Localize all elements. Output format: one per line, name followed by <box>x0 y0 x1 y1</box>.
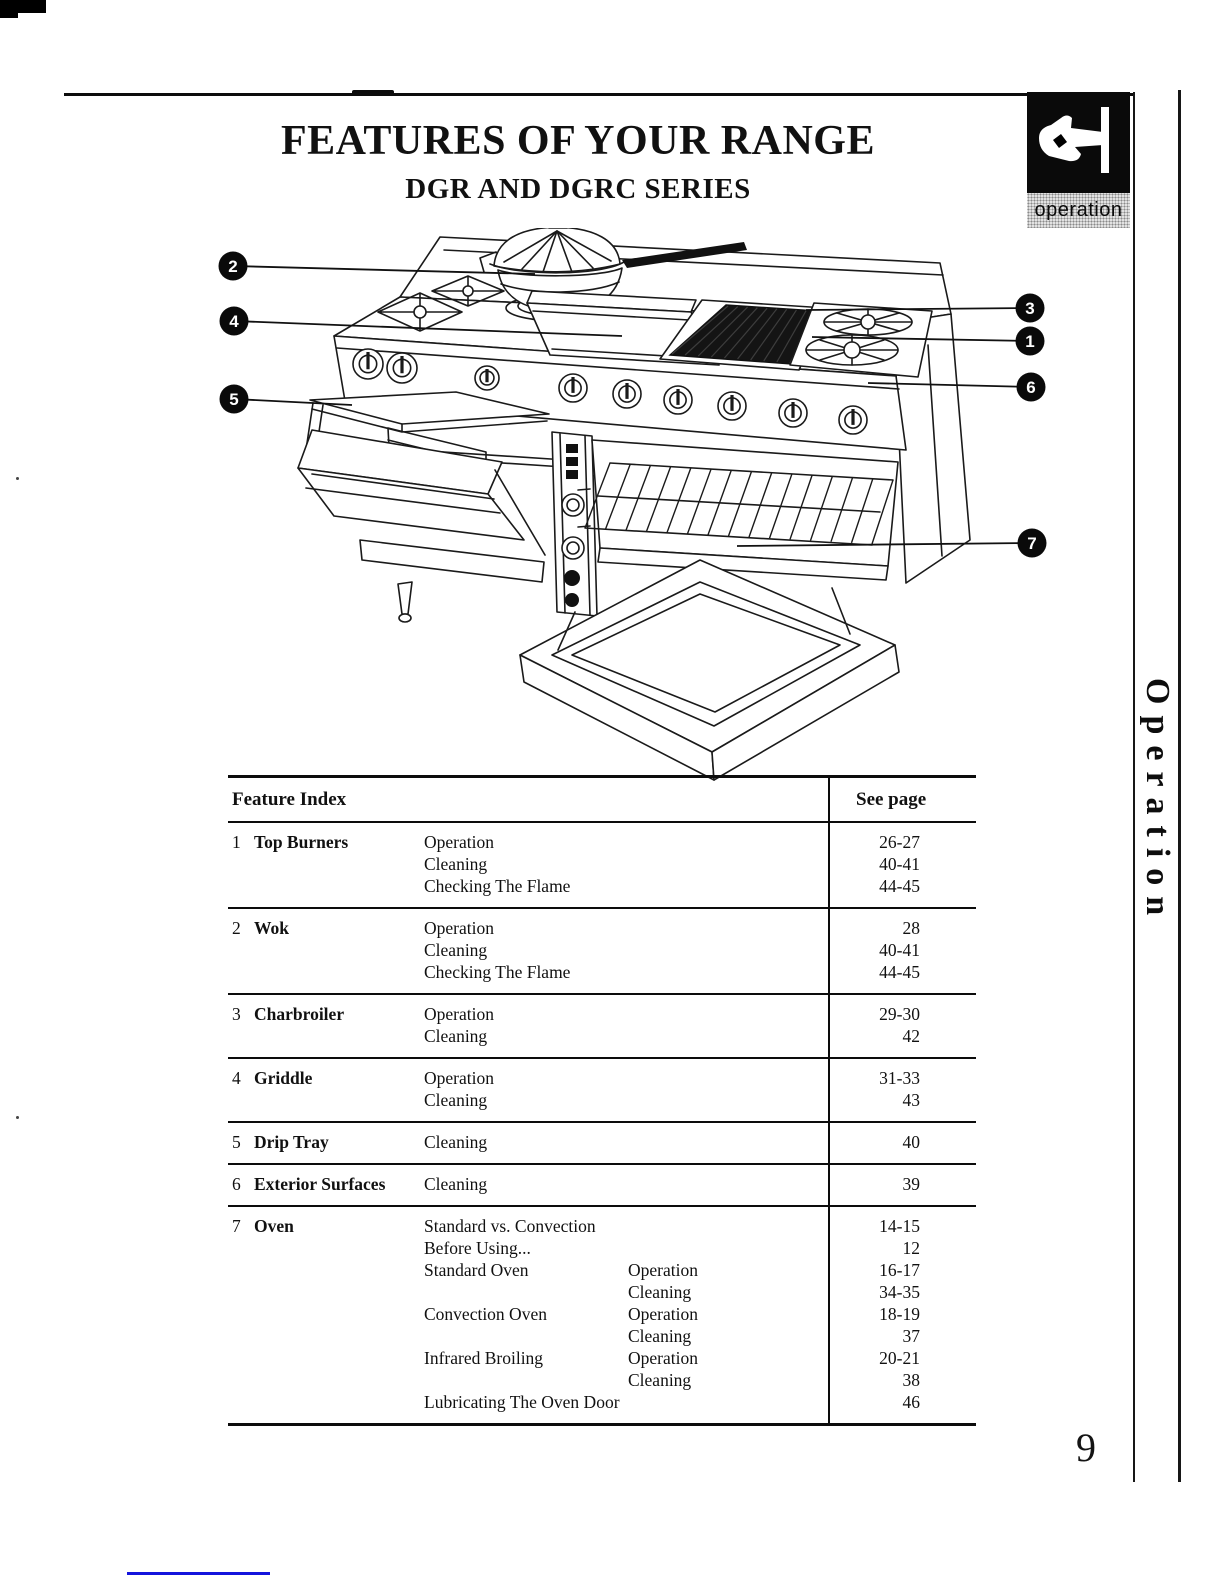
feature-name <box>254 1391 424 1413</box>
page-title: FEATURES OF YOUR RANGE <box>281 118 875 164</box>
control-knob <box>664 386 692 414</box>
action-label <box>424 1325 628 1347</box>
action-label: Cleaning <box>424 1174 488 1194</box>
callout-number: 4 <box>229 312 239 331</box>
feature-name <box>254 1089 424 1111</box>
feature-number <box>228 1025 254 1047</box>
subaction-label <box>628 917 828 939</box>
action-label: Operation <box>424 1004 494 1024</box>
feature-line <box>228 961 976 983</box>
page-header <box>238 118 918 206</box>
feature-number: 7 <box>232 1216 241 1236</box>
page-ref: 37 <box>902 1326 920 1346</box>
feature-number: 4 <box>232 1068 241 1088</box>
right-border-inner <box>1133 92 1135 1482</box>
feature-number <box>228 1391 254 1413</box>
action-label: Before Using... <box>424 1238 531 1258</box>
feature-name: Wok <box>254 918 290 938</box>
page-ref: 28 <box>902 918 920 938</box>
feature-name <box>254 1259 424 1281</box>
feature-line <box>228 831 976 853</box>
action-label: Cleaning <box>424 1026 488 1046</box>
feature-name <box>254 1347 424 1369</box>
feature-line <box>228 1259 976 1281</box>
action-label: Checking The Flame <box>424 962 571 982</box>
feature-row <box>228 907 976 993</box>
callout-number: 2 <box>228 257 238 276</box>
action-label: Operation <box>424 1068 494 1088</box>
feature-name <box>254 1025 424 1047</box>
chapter-margin-label: Operation <box>1139 678 1176 927</box>
feature-number: 5 <box>232 1132 241 1152</box>
feature-name <box>254 875 424 897</box>
feature-line <box>228 1303 976 1325</box>
feature-name: Griddle <box>254 1068 313 1088</box>
feature-line <box>228 1325 976 1347</box>
subaction-label <box>628 1237 828 1259</box>
action-label: Cleaning <box>424 940 488 960</box>
subaction-label <box>628 831 828 853</box>
action-label: Cleaning <box>424 854 488 874</box>
feature-line <box>228 1131 976 1153</box>
page-ref: 18-19 <box>879 1304 920 1324</box>
page-ref: 44-45 <box>879 962 920 982</box>
subaction-label: Cleaning <box>628 1370 692 1390</box>
feature-line <box>228 1215 976 1237</box>
page-ref: 40-41 <box>879 854 920 874</box>
feature-row <box>228 993 976 1057</box>
page-ref: 31-33 <box>879 1068 920 1088</box>
subaction-label <box>628 961 828 983</box>
page-ref: 14-15 <box>879 1216 920 1236</box>
callout-number: 5 <box>229 390 239 409</box>
feature-name: Drip Tray <box>254 1132 329 1152</box>
feature-number: 1 <box>232 832 241 852</box>
action-label: Infrared Broiling <box>424 1348 544 1368</box>
feature-number <box>228 853 254 875</box>
feature-line <box>228 1237 976 1259</box>
page-ref: 20-21 <box>879 1348 920 1368</box>
subaction-label <box>628 1089 828 1111</box>
feature-number <box>228 1089 254 1111</box>
scan-artifact <box>0 0 46 13</box>
page-ref: 44-45 <box>879 876 920 896</box>
drip-tray <box>298 392 549 622</box>
feature-line <box>228 1391 976 1413</box>
page-ref: 43 <box>902 1090 920 1110</box>
callout-number: 7 <box>1027 534 1037 553</box>
feature-name: Charbroiler <box>254 1004 345 1024</box>
action-label: Standard vs. Convection <box>424 1216 596 1236</box>
feature-line <box>228 853 976 875</box>
scan-artifact <box>16 1116 19 1119</box>
feature-row <box>228 1121 976 1163</box>
feature-number <box>228 875 254 897</box>
feature-name <box>254 1325 424 1347</box>
feature-line <box>228 1173 976 1195</box>
control-knob <box>475 366 499 390</box>
control-knob <box>387 353 417 383</box>
feature-name <box>254 1281 424 1303</box>
page-ref: 40-41 <box>879 940 920 960</box>
page-ref: 42 <box>902 1026 920 1046</box>
action-label: Operation <box>424 832 494 852</box>
subaction-label: Operation <box>628 1304 698 1324</box>
feature-number <box>228 1325 254 1347</box>
page-ref: 40 <box>902 1132 920 1152</box>
scan-artifact <box>352 90 394 96</box>
feature-row <box>228 1163 976 1205</box>
action-label: Convection Oven <box>424 1304 547 1324</box>
table-header-feature: Feature Index <box>232 789 347 810</box>
feature-row <box>228 1057 976 1121</box>
feature-line <box>228 1347 976 1369</box>
subaction-label: Cleaning <box>628 1326 692 1346</box>
subaction-label <box>628 1131 828 1153</box>
callout-number: 3 <box>1025 299 1035 318</box>
subaction-label <box>628 875 828 897</box>
feature-number <box>228 1259 254 1281</box>
action-label: Checking The Flame <box>424 876 571 896</box>
page-ref: 12 <box>902 1238 920 1258</box>
subaction-label <box>628 1215 828 1237</box>
action-label: Standard Oven <box>424 1260 529 1280</box>
feature-row <box>228 1205 976 1423</box>
callout-number: 6 <box>1026 378 1036 397</box>
feature-line <box>228 1089 976 1111</box>
operation-tab <box>1027 92 1130 193</box>
action-label: Cleaning <box>424 1132 488 1152</box>
right-border-outer <box>1178 90 1181 1482</box>
subaction-label: Operation <box>628 1348 698 1368</box>
page-ref: 16-17 <box>879 1260 920 1280</box>
feature-name <box>254 853 424 875</box>
control-knob <box>613 380 641 408</box>
scan-artifact <box>16 477 19 480</box>
subaction-label <box>628 1025 828 1047</box>
feature-name <box>254 961 424 983</box>
feature-line <box>228 939 976 961</box>
subaction-label: Operation <box>628 1260 698 1280</box>
top-rule <box>64 93 1134 96</box>
page-ref: 46 <box>902 1392 920 1412</box>
right-burner-grates <box>790 303 932 377</box>
feature-row <box>228 823 976 907</box>
page-ref: 34-35 <box>879 1282 920 1302</box>
control-knob <box>779 399 807 427</box>
feature-number <box>228 1347 254 1369</box>
subaction-label <box>628 939 828 961</box>
feature-line <box>228 875 976 897</box>
action-label: Lubricating The Oven Door <box>424 1392 620 1412</box>
feature-number <box>228 1237 254 1259</box>
control-knob <box>839 406 867 434</box>
scan-artifact <box>0 13 18 18</box>
oven-cavity <box>585 440 898 580</box>
action-label: Operation <box>424 918 494 938</box>
page-subtitle: DGR AND DGRC SERIES <box>405 173 751 206</box>
subaction-label: Cleaning <box>628 1282 692 1302</box>
feature-name <box>254 1369 424 1391</box>
feature-index-table <box>228 775 976 1426</box>
feature-line <box>228 1025 976 1047</box>
feature-number <box>228 1369 254 1391</box>
callout-number: 1 <box>1025 332 1035 351</box>
page-ref: 29-30 <box>879 1004 920 1024</box>
feature-number <box>228 1281 254 1303</box>
feature-name <box>254 1237 424 1259</box>
control-knob <box>559 374 587 402</box>
action-label <box>424 1281 628 1303</box>
feature-line <box>228 1067 976 1089</box>
feature-number <box>228 1303 254 1325</box>
pointing-hand-icon <box>1027 92 1130 193</box>
feature-name: Oven <box>254 1216 294 1236</box>
page-ref: 39 <box>902 1174 920 1194</box>
feature-number: 3 <box>232 1004 241 1024</box>
subaction-label <box>628 1391 828 1413</box>
feature-line <box>228 1003 976 1025</box>
page-number: 9 <box>1076 1425 1096 1470</box>
feature-line <box>228 917 976 939</box>
feature-number <box>228 939 254 961</box>
operation-tab-label: operation <box>1027 193 1130 228</box>
feature-number: 2 <box>232 918 241 938</box>
link-underline-artifact <box>127 1572 270 1575</box>
feature-name: Exterior Surfaces <box>254 1174 386 1194</box>
feature-number <box>228 961 254 983</box>
subaction-label <box>628 1003 828 1025</box>
feature-line <box>228 1369 976 1391</box>
control-knob <box>718 392 746 420</box>
table-header-page: See page <box>856 789 927 810</box>
action-label <box>424 1369 628 1391</box>
table-header-row <box>228 778 976 823</box>
feature-name <box>254 939 424 961</box>
table-column-divider <box>828 778 830 1423</box>
page-ref: 26-27 <box>879 832 920 852</box>
subaction-label <box>628 1067 828 1089</box>
page-ref: 38 <box>902 1370 920 1390</box>
range-diagram <box>195 228 1055 803</box>
subaction-label <box>628 1173 828 1195</box>
subaction-label <box>628 853 828 875</box>
feature-line <box>228 1281 976 1303</box>
feature-name: Top Burners <box>254 832 349 852</box>
feature-number: 6 <box>232 1174 241 1194</box>
oven-control-column <box>552 432 597 616</box>
action-label: Cleaning <box>424 1090 488 1110</box>
feature-name <box>254 1303 424 1325</box>
control-knob <box>353 349 383 379</box>
table-body <box>228 823 976 1423</box>
